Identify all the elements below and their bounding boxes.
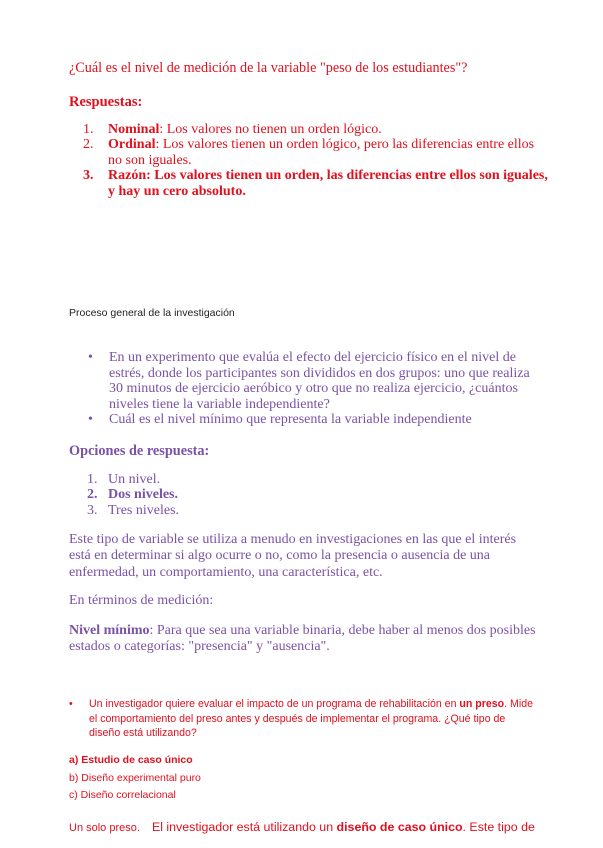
bullet-text-post: . Mide el comportamiento del preso antes y después de implementar el programa. ¿Qué tipo de diseño está utilizando?: [89, 698, 534, 740]
term-description: : Los valores tienen un orden lógico, pero las diferencias entre ellos no son iguales.: [108, 137, 535, 168]
list-item: [69, 122, 549, 137]
opciones-list: [69, 472, 179, 518]
bullet-icon: •: [88, 412, 93, 428]
bullet-text-pre: Un investigador quiere evaluar el impacto de un programa de rehabilitación en: [89, 698, 460, 710]
list-item-answer: [69, 168, 549, 199]
list-item: [69, 503, 179, 518]
list-number: 2.: [83, 137, 94, 153]
list-number: 1.: [87, 472, 98, 487]
list-item-answer: [69, 487, 179, 502]
bullet-text: Cuál es el nivel mínimo que representa la variable independiente: [109, 412, 472, 428]
section-title: Proceso general de la investigación: [69, 307, 235, 319]
experiment-bullets: [69, 350, 539, 428]
nivel-minimo-paragraph: [69, 623, 539, 656]
bullet-text: En un experimento que evalúa el efecto del ejercicio físico en el nivel de estrés, donde los participantes son divididos en dos grupos: uno que realiza 30 minutos de ejercicio aeróbico y otro que no realiza ejercicio, ¿cuántos niveles tiene la variable independiente?: [109, 350, 530, 412]
answer-a: a) Estudio de caso único: [69, 754, 193, 766]
opciones-heading: Opciones de respuesta:: [69, 443, 210, 459]
bullet-text-bold: un preso: [459, 698, 505, 710]
final-pre: El investigador está utilizando un: [151, 820, 337, 834]
respuestas-heading: Respuestas:: [69, 94, 143, 110]
answer-c: c) Diseño correlacional: [69, 789, 176, 801]
option-text: Tres niveles.: [108, 502, 180, 518]
term-ordinal: Ordinal: [108, 137, 156, 153]
list-item: [69, 472, 179, 487]
final-answer: [69, 818, 535, 836]
final-bold: diseño de caso único: [336, 820, 463, 834]
list-number: 2.: [87, 487, 98, 503]
case-study-bullets: [69, 697, 539, 741]
question-1: ¿Cuál es el nivel de medición de la variable "peso de los estudiantes"?: [69, 60, 468, 76]
list-number: 3.: [87, 502, 98, 518]
list-item: [69, 137, 549, 168]
final-short: Un solo preso.: [69, 822, 140, 834]
nivel-minimo-text: : Para que sea una variable binaria, debe haber al menos dos posibles estados o categorías: "presencia" y "ausencia".: [69, 623, 536, 655]
nivel-minimo-term: Nivel mínimo: [69, 623, 150, 638]
term-description: : Los valores no tienen un orden lógico.: [159, 122, 382, 137]
answer-b: b) Diseño experimental puro: [69, 772, 201, 784]
option-text: Un nivel.: [108, 472, 161, 487]
final-post: . Este tipo de: [462, 820, 535, 834]
final-sentence: [152, 820, 535, 834]
list-item: [69, 697, 539, 741]
respuestas-list: [69, 122, 549, 199]
explanation-paragraph: Este tipo de variable se utiliza a menudo en investigaciones en las que el interés está en determinar si algo ocurre o no, como la presencia o ausencia de una enfermedad, un comportamiento, una característica, etc.: [69, 532, 517, 580]
list-item: [69, 350, 539, 412]
term-description: : Los valores tienen un orden, las diferencias entre ellos son iguales, y hay un cero absoluto.: [108, 168, 548, 199]
measurement-heading: En términos de medición:: [69, 593, 214, 608]
bullet-icon: •: [69, 698, 73, 710]
term-nominal: Nominal: [108, 122, 160, 137]
term-razon: Razón: [108, 168, 147, 184]
list-item: [69, 412, 539, 428]
list-number: 1.: [83, 122, 94, 137]
option-text: Dos niveles.: [108, 487, 178, 503]
list-number: 3.: [83, 168, 94, 184]
bullet-icon: •: [88, 350, 93, 365]
